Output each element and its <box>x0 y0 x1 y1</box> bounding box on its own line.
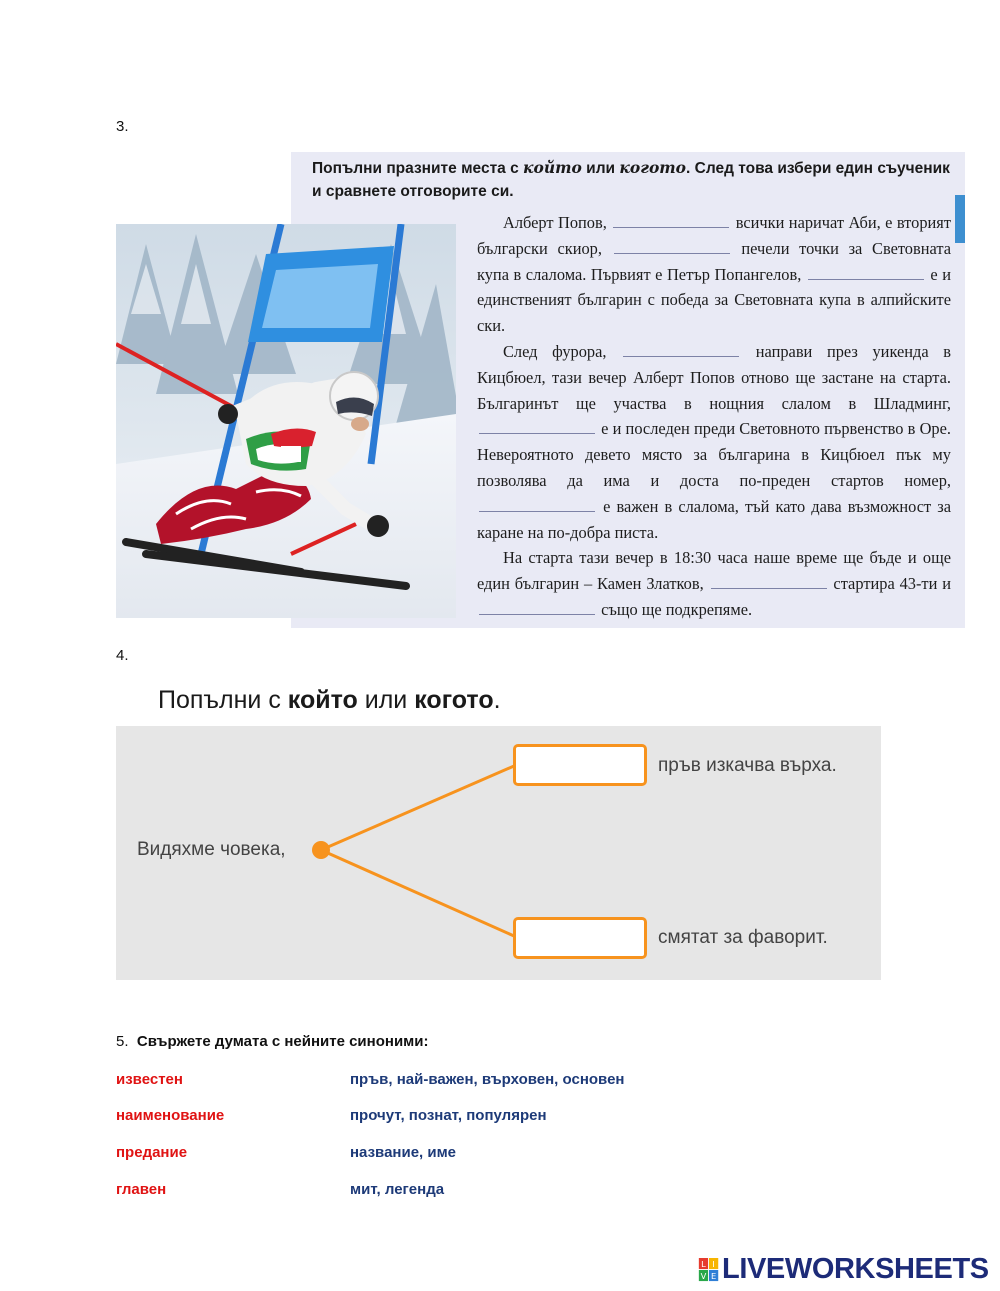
exercise-3-instruction: Попълни празните места с който или когото. След това избери един съученик и сравнете отговорите си. <box>312 158 950 200</box>
word-item-3[interactable]: предание <box>116 1144 188 1161</box>
gap-5[interactable] <box>479 418 595 434</box>
gap-3[interactable] <box>808 264 924 280</box>
synonym-item-4[interactable]: мит, легенда <box>350 1181 445 1198</box>
exercise-4-lead-text: Видяхме човека, <box>137 839 286 860</box>
connector-dot <box>312 841 330 859</box>
svg-text:I: I <box>712 1259 715 1270</box>
exercise-3-text <box>477 210 951 623</box>
exercise-4-number: 4. <box>116 647 129 664</box>
exercise-4-ending-2: смятат за фаворит. <box>658 927 828 948</box>
answer-box-2[interactable] <box>513 917 647 959</box>
exercise-4-title: Попълни с който или когото. <box>158 686 501 714</box>
synonym-item-3[interactable]: название, име <box>350 1144 457 1161</box>
exercise-3-paragraph-3: На старта тази вечер в 18:30 часа наше време ще бъде и още един българин – Камен Златков, стартира 43-ти и също ще подкрепяме. <box>477 548 951 619</box>
svg-text:L: L <box>701 1259 706 1270</box>
gap-7[interactable] <box>711 573 827 589</box>
gap-2[interactable] <box>614 238 730 254</box>
gap-1[interactable] <box>613 212 729 228</box>
page-tab-decoration <box>955 195 965 243</box>
word-item-4[interactable]: главен <box>116 1181 167 1198</box>
svg-text:E: E <box>710 1271 717 1282</box>
answer-box-1[interactable] <box>513 744 647 786</box>
gap-8[interactable] <box>479 599 595 615</box>
word-item-2[interactable]: наименование <box>116 1107 225 1124</box>
exercise-5-title: 5. Свържете думата с нейните синоними: <box>116 1033 429 1050</box>
synonym-item-2[interactable]: прочут, познат, популярен <box>350 1107 547 1124</box>
synonym-item-1[interactable]: пръв, най-важен, върховен, основен <box>350 1071 625 1088</box>
svg-text:V: V <box>700 1271 707 1282</box>
exercise-4-ending-1: пръв изкачва върха. <box>658 755 837 776</box>
gap-6[interactable] <box>479 496 595 512</box>
exercise-3-number: 3. <box>116 118 129 135</box>
exercise-3-paragraph-1: Алберт Попов, всички наричат Аби, е вторият български скиор, печели точки за Световната купа в слалома. Първият е Петър Попангелов, е и единственият българин с победа за Световната купа в алпийските ски. <box>477 213 952 336</box>
liveworksheets-logo: LIVEWORKSHEETS <box>722 1253 989 1285</box>
exercise-3-paragraph-2: След фурора, направи през уикенда в Кицбюел, тази вечер Алберт Попов отново ще застане на старта. Българинът ще участва в нощния слалом в Шладминг, е и последен преди Световното първенство в Оре. Невероятното девето място за българина в Кицбюел пък му позволява да има и доста по-преден стартов номер, е важен в слалома, тъй като дава възможност за каране на по-добра писта. <box>477 341 952 542</box>
skier-photo <box>116 224 456 618</box>
gap-4[interactable] <box>623 341 739 357</box>
word-item-1[interactable]: известен <box>116 1071 183 1088</box>
liveworksheets-logo-icon <box>698 1258 720 1282</box>
